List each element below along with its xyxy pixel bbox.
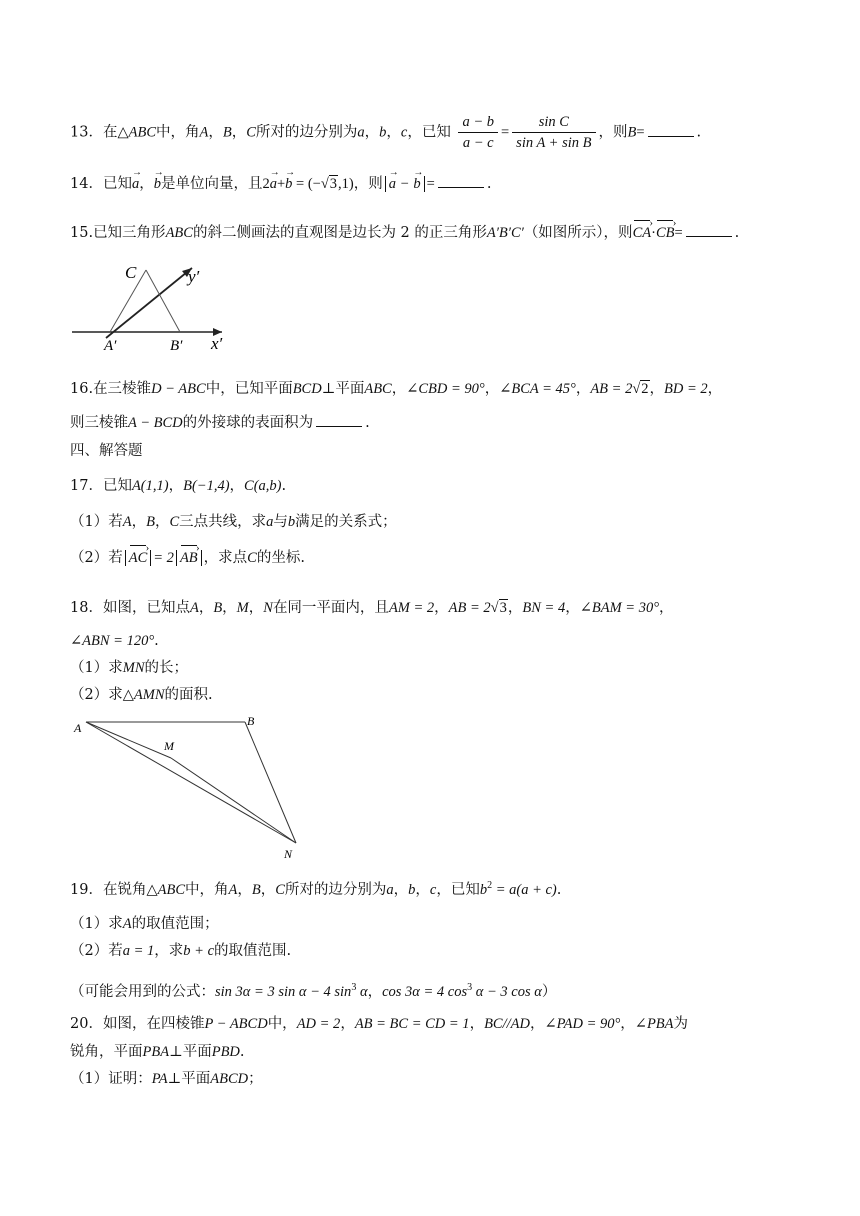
question-number: 14． [70, 176, 103, 192]
plus-sign: + [276, 176, 286, 192]
question-13 [70, 112, 701, 153]
q15-text: 已知三角形 [93, 225, 166, 241]
answer-blank[interactable] [316, 412, 362, 427]
q16-angle: ∠CBD = 90° [406, 381, 485, 397]
question-20-line2 [70, 1041, 245, 1063]
q16-pyramid: A − BCD [128, 415, 183, 431]
q19-text: 在锐角△ [102, 881, 158, 898]
q20-angle: ∠PAD = 90° [544, 1016, 621, 1032]
question-19 [70, 875, 561, 901]
segment-am [86, 722, 171, 758]
exponent: 3 [467, 982, 473, 993]
label-b: B [247, 714, 255, 728]
answer-blank[interactable] [686, 222, 732, 237]
q19-text: 中，角 [185, 881, 229, 898]
q13-angle-b: B [222, 124, 232, 141]
q17-sep: ， [229, 478, 245, 494]
segment-bn [245, 722, 296, 843]
sqrt-content: 3 [329, 176, 338, 192]
q18-length: AM = 2 [388, 600, 435, 616]
vector-b: → b [285, 173, 292, 195]
q19-text: 的取值范围； [131, 916, 219, 932]
q19-text: 的取值范围. [214, 943, 292, 959]
expression: b + c [183, 943, 215, 959]
segment-mn [171, 758, 296, 843]
fraction-numerator: sin C [512, 112, 595, 133]
formula-sep: ， [367, 983, 383, 1000]
question-17 [70, 475, 286, 497]
q16-sep: ， [707, 381, 723, 397]
point-c: C [169, 514, 180, 530]
period: . [696, 124, 702, 141]
q20-angle: ∠PBA [634, 1016, 674, 1032]
perp-symbol: ⊥ [169, 1044, 183, 1060]
q14-sep: ， [139, 176, 154, 192]
point-b: B(−1,4) [183, 478, 230, 494]
q18-sep: ， [507, 600, 523, 616]
expression: = (− [292, 176, 321, 192]
q14-text: 是单位向量，且 [160, 176, 263, 192]
q20-plane: ABCD [210, 1071, 249, 1087]
point-n: N [263, 600, 273, 616]
q20-text: 平面 [182, 1044, 212, 1060]
part-number: （2）若 [70, 943, 123, 959]
minus-sign: − [400, 176, 409, 192]
expression: ,1) [338, 176, 354, 192]
q19-side-c: c [429, 881, 437, 898]
q19-triangle: ABC [157, 881, 185, 898]
y-axis [106, 268, 192, 338]
q18-text: 的面积. [164, 687, 213, 703]
q19-angle-c: C [275, 881, 285, 898]
oblique-projection-figure [70, 258, 240, 354]
q18-length: AB = 2 [448, 600, 491, 616]
point-m: M [236, 600, 249, 616]
q16-length: BD = 2 [664, 381, 708, 397]
q18-sep: ， [198, 600, 214, 616]
q14-text: ，则 [353, 176, 383, 192]
dot-operator: · [651, 225, 656, 241]
segment-mn: MN [122, 660, 145, 676]
q16-sep: ， [484, 381, 500, 397]
q13-side-b: b [379, 124, 387, 141]
vector-ac: AC › [129, 547, 148, 569]
question-number: 19． [70, 881, 103, 898]
segment-pa: PA [151, 1071, 168, 1087]
sqrt-sign: √ [632, 381, 641, 397]
q15-text: （如图所示），则 [523, 225, 633, 241]
q17-text: 三点共线，求 [179, 514, 267, 530]
q13-sep: ， [231, 124, 247, 141]
segment-an [86, 722, 296, 843]
q16-sep: ， [391, 381, 407, 397]
q19-side-b: b [408, 881, 416, 898]
q17-text: 与 [273, 514, 288, 530]
label-n: N [284, 847, 293, 861]
q19-sep: ， [237, 881, 252, 898]
question-number: 16. [70, 381, 94, 397]
part-number: （1）求 [70, 916, 123, 932]
q19-sep: ， [260, 881, 276, 898]
question-16-line2 [70, 412, 370, 434]
q16-text: 在三棱锥 [93, 381, 152, 397]
vector-b: → b [413, 173, 420, 195]
q16-plane: BCD [292, 381, 322, 397]
q20-sep: ， [340, 1016, 355, 1032]
label-y: y′ [188, 267, 200, 286]
label-b-prime: B′ [170, 338, 183, 354]
q13-angle-a: A [199, 124, 209, 141]
vector-cb: CB › [656, 222, 675, 244]
q20-length: AD = 2 [296, 1016, 341, 1032]
question-15 [70, 222, 739, 244]
vector-a: → a [270, 173, 277, 195]
sqrt-content: 2 [641, 381, 649, 397]
question-19-formulas [70, 977, 556, 1003]
question-number: 17． [70, 478, 103, 494]
absolute-value [385, 176, 425, 192]
q20-pyramid: P − ABCD [204, 1016, 268, 1032]
q15-text: 的斜二侧画法的直观图是边长为 2 的正三角形 [192, 225, 487, 241]
var-b: b [479, 881, 488, 898]
equation-rhs: = a(a + c) [492, 881, 557, 898]
angle-a: A [122, 916, 132, 932]
q16-text: 的外接球的表面积为 [182, 415, 314, 431]
equals-sign: = [426, 176, 435, 192]
q13-text: ，则 [598, 124, 628, 141]
q13-text: 所对的边分别为 [255, 124, 358, 141]
q19-side-a: a [386, 881, 394, 898]
label-a: A [74, 721, 82, 735]
formula-note: ） [541, 983, 557, 1000]
label-a-prime: A′ [104, 338, 117, 354]
fraction-denominator: a − c [462, 135, 494, 151]
part-number: （2）若 [70, 550, 123, 566]
point-a: A [189, 600, 199, 616]
q20-plane: PBD [211, 1044, 240, 1060]
q18-sep: ， [659, 600, 674, 616]
question-16 [70, 378, 722, 400]
q20-length: AB = BC = CD = 1 [354, 1016, 470, 1032]
vector-ca: CA › [633, 222, 652, 244]
q13-triangle: ABC [128, 124, 156, 141]
answer-blank[interactable] [438, 173, 484, 188]
q20-text: 平面 [181, 1071, 211, 1087]
var-b: b [287, 514, 296, 530]
q17-text: 已知 [102, 478, 132, 494]
q13-sep: ， [364, 124, 380, 141]
q16-plane: ABC [364, 381, 392, 397]
question-number: 13． [70, 124, 103, 141]
q18-text: 在同一平面内，且 [272, 600, 389, 616]
sqrt-sign: √ [490, 600, 499, 616]
q20-parallel: BC//AD [484, 1016, 530, 1032]
q13-side-a: a [357, 124, 365, 141]
q16-sep: ， [649, 381, 665, 397]
q16-text: 中，已知平面 [205, 381, 293, 397]
period: . [154, 633, 159, 649]
equals-sign: = [674, 225, 683, 241]
q16-text: 则三棱锥 [70, 415, 128, 431]
triangle-amn: AMN [133, 687, 165, 703]
perp-symbol: ⊥ [167, 1071, 182, 1087]
period: . [734, 225, 740, 241]
point-a: A(1,1) [131, 478, 169, 494]
q17-text: 满足的关系式； [295, 514, 397, 530]
triangle-abmn-figure [70, 712, 320, 862]
fraction-denominator: sin A + sin B [516, 135, 592, 151]
question-18-part2 [70, 684, 213, 706]
coefficient: 2 [262, 176, 270, 192]
question-17-part1 [70, 511, 397, 533]
point-c: C [247, 550, 257, 566]
q19-text: ，求 [154, 943, 184, 959]
question-number: 18． [70, 600, 103, 616]
q17-sep: ， [131, 514, 147, 530]
formula-note: （可能会用到的公式： [70, 983, 215, 1000]
part-number: （1）若 [70, 514, 123, 530]
q19-sep: ， [415, 881, 430, 898]
period: . [281, 478, 287, 494]
formula-cos3: α − 3 cos α [472, 983, 542, 1000]
fraction-a-minus-b-over-a-minus-c [458, 112, 498, 153]
q19-text: ，已知 [436, 881, 480, 898]
q20-plane: PBA [142, 1044, 170, 1060]
q13-text: 中，角 [156, 124, 200, 141]
period: . [365, 415, 370, 431]
q13-side-c: c [400, 124, 408, 141]
q15-triangle-prime: A′B′C′ [486, 225, 524, 241]
question-19-part1 [70, 913, 219, 935]
q17-text: 的坐标. [256, 550, 305, 566]
q18-sep: ， [565, 600, 580, 616]
q18-sep: ， [434, 600, 449, 616]
q20-sep: ， [529, 1016, 545, 1032]
q17-sep: ， [168, 478, 184, 494]
q15-triangle: ABC [165, 225, 193, 241]
fraction-numerator: a − b [458, 112, 498, 133]
equals-sign: = [636, 124, 645, 141]
q14-text: 已知 [102, 176, 132, 192]
sqrt-content: 3 [499, 600, 507, 616]
q18-length: BN = 4 [522, 600, 566, 616]
var-a: a [266, 514, 274, 530]
formula-sin3: sin 3α = 3 sin α − 4 sin [215, 983, 352, 1000]
q20-text: 锐角，平面 [70, 1044, 143, 1060]
question-14 [70, 173, 491, 195]
q13-angle-c: C [246, 124, 256, 141]
q16-length: AB = 2 [590, 381, 633, 397]
question-number: 15. [70, 225, 94, 241]
question-17-part2 [70, 547, 305, 569]
q18-angle: ∠ABN = 120° [70, 633, 155, 649]
q16-pyramid: D − ABC [151, 381, 206, 397]
equation: = 2 [153, 550, 174, 566]
question-18-part1 [70, 657, 188, 679]
q16-angle: ∠BCA = 45° [499, 381, 576, 397]
vector-a: → a [132, 173, 139, 195]
question-number: 20． [70, 1016, 103, 1032]
perp-symbol: ⊥ [321, 381, 336, 397]
q19-angle-a: A [228, 881, 238, 898]
q17-sep: ， [154, 514, 170, 530]
answer-blank[interactable] [648, 122, 694, 137]
question-20 [70, 1013, 688, 1035]
point-c: C(a,b) [244, 478, 282, 494]
q19-sep: ， [393, 881, 409, 898]
q13-sep: ， [386, 124, 401, 141]
equals-sign: = [500, 124, 510, 141]
point-b: B [146, 514, 155, 530]
q13-text: ，已知 [407, 124, 451, 141]
q20-text: 中， [267, 1016, 297, 1032]
period: . [556, 881, 562, 898]
q20-sep: ， [469, 1016, 485, 1032]
exponent: 3 [351, 982, 357, 993]
condition: a = 1 [122, 943, 155, 959]
section-heading: 四、解答题 [70, 443, 143, 459]
q17-text: ，求点 [203, 550, 248, 566]
q13-text: 在△ [102, 124, 129, 141]
label-c: C [125, 263, 137, 282]
point-b: B [213, 600, 223, 616]
question-18-line2 [70, 630, 159, 652]
period: . [239, 1044, 245, 1060]
question-20-part1 [70, 1068, 263, 1090]
vector-a: → a [389, 173, 396, 195]
formula-sin3: α [356, 983, 368, 1000]
formula-cos3: cos 3α = 4 cos [382, 983, 468, 1000]
question-18 [70, 597, 674, 619]
q20-text: 为 [673, 1016, 689, 1032]
q19-text: 所对的边分别为 [284, 881, 387, 898]
q13-answer-var: B [627, 124, 637, 141]
exponent: 2 [487, 880, 493, 891]
q18-sep: ， [222, 600, 237, 616]
absolute-value [125, 550, 152, 566]
q18-angle: ∠BAM = 30° [579, 600, 659, 616]
point-a: A [122, 514, 132, 530]
question-19-part2 [70, 940, 291, 962]
vector-b: → b [154, 173, 161, 195]
label-m: M [164, 739, 174, 753]
vector-ab: AB › [180, 547, 198, 569]
part-number: （1）证明： [70, 1071, 152, 1087]
sqrt-sign: √ [320, 176, 329, 192]
q16-sep: ， [575, 381, 591, 397]
q16-text: 平面 [335, 381, 365, 397]
q19-angle-b: B [251, 881, 261, 898]
q20-text: 如图，在四棱锥 [102, 1016, 205, 1032]
q13-sep: ， [208, 124, 223, 141]
q18-text: 的长； [144, 660, 188, 676]
q18-sep: ， [248, 600, 264, 616]
q18-text: 如图，已知点 [102, 600, 190, 616]
absolute-value [176, 550, 202, 566]
label-x: x′ [211, 334, 223, 353]
semicolon: ； [248, 1071, 263, 1087]
part-number: （1）求 [70, 660, 123, 676]
part-number: （2）求△ [70, 687, 134, 703]
fraction-sinc-over-sum [512, 112, 595, 153]
q20-sep: ， [620, 1016, 635, 1032]
period: . [486, 176, 492, 192]
